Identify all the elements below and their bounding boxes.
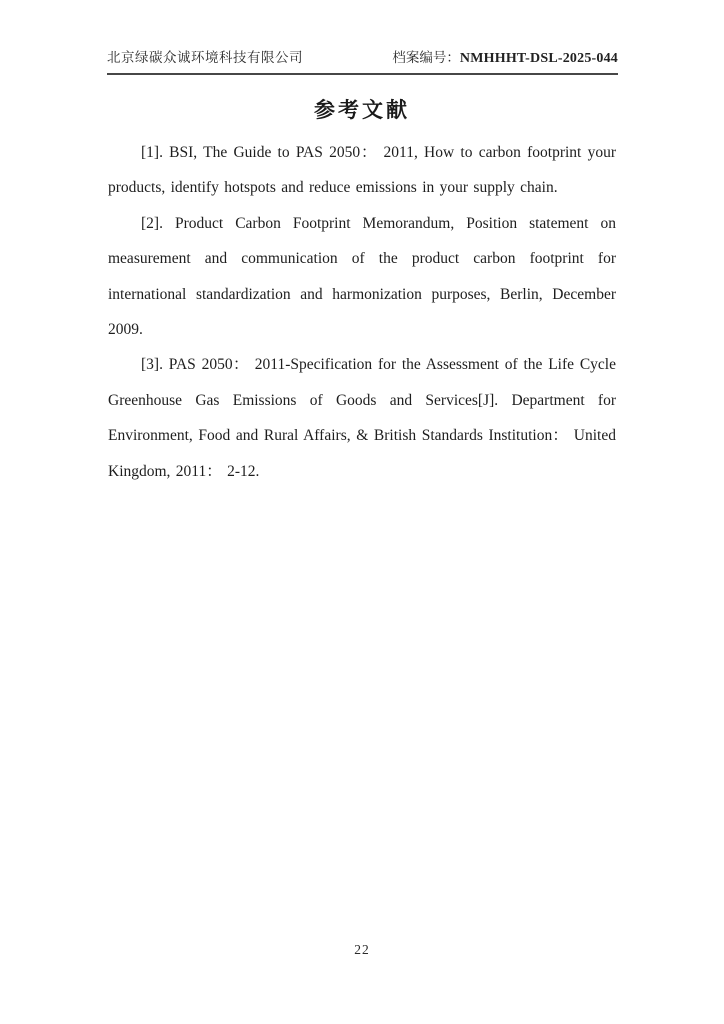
page-footer xyxy=(0,941,724,959)
doc-number-value: NMHHHT-DSL-2025-044 xyxy=(459,51,618,66)
reference-item-2: [2]. Product Carbon Footprint Memorandum, Position statement on measurement and communication of the product carbon footprint for international standardization and harmonization purposes, Berlin, December 2009. xyxy=(108,214,616,339)
header-doc-number xyxy=(392,46,618,67)
page-number: 22 xyxy=(354,942,370,957)
reference-item-3: [3]. PAS 2050： 2011-Specification for the Assessment of the Life Cycle Greenhouse Gas Emissions of Goods and Services[J]. Department for Environment, Food and Rural Affairs, & British Standards Institution： United Kingdom, 2011： 2-12. xyxy=(108,356,616,480)
page-content xyxy=(108,95,616,489)
reference-item-1: [1]. BSI, The Guide to PAS 2050： 2011, How to carbon footprint your products, identify hotspots and reduce emissions in your supply chain. xyxy=(108,144,616,197)
page-header xyxy=(107,46,618,75)
doc-number-label: 档案编号： xyxy=(392,50,460,65)
header-company-name: 北京绿碳众诚环境科技有限公司 xyxy=(107,50,303,65)
page-title: 参考文献 xyxy=(314,98,410,122)
